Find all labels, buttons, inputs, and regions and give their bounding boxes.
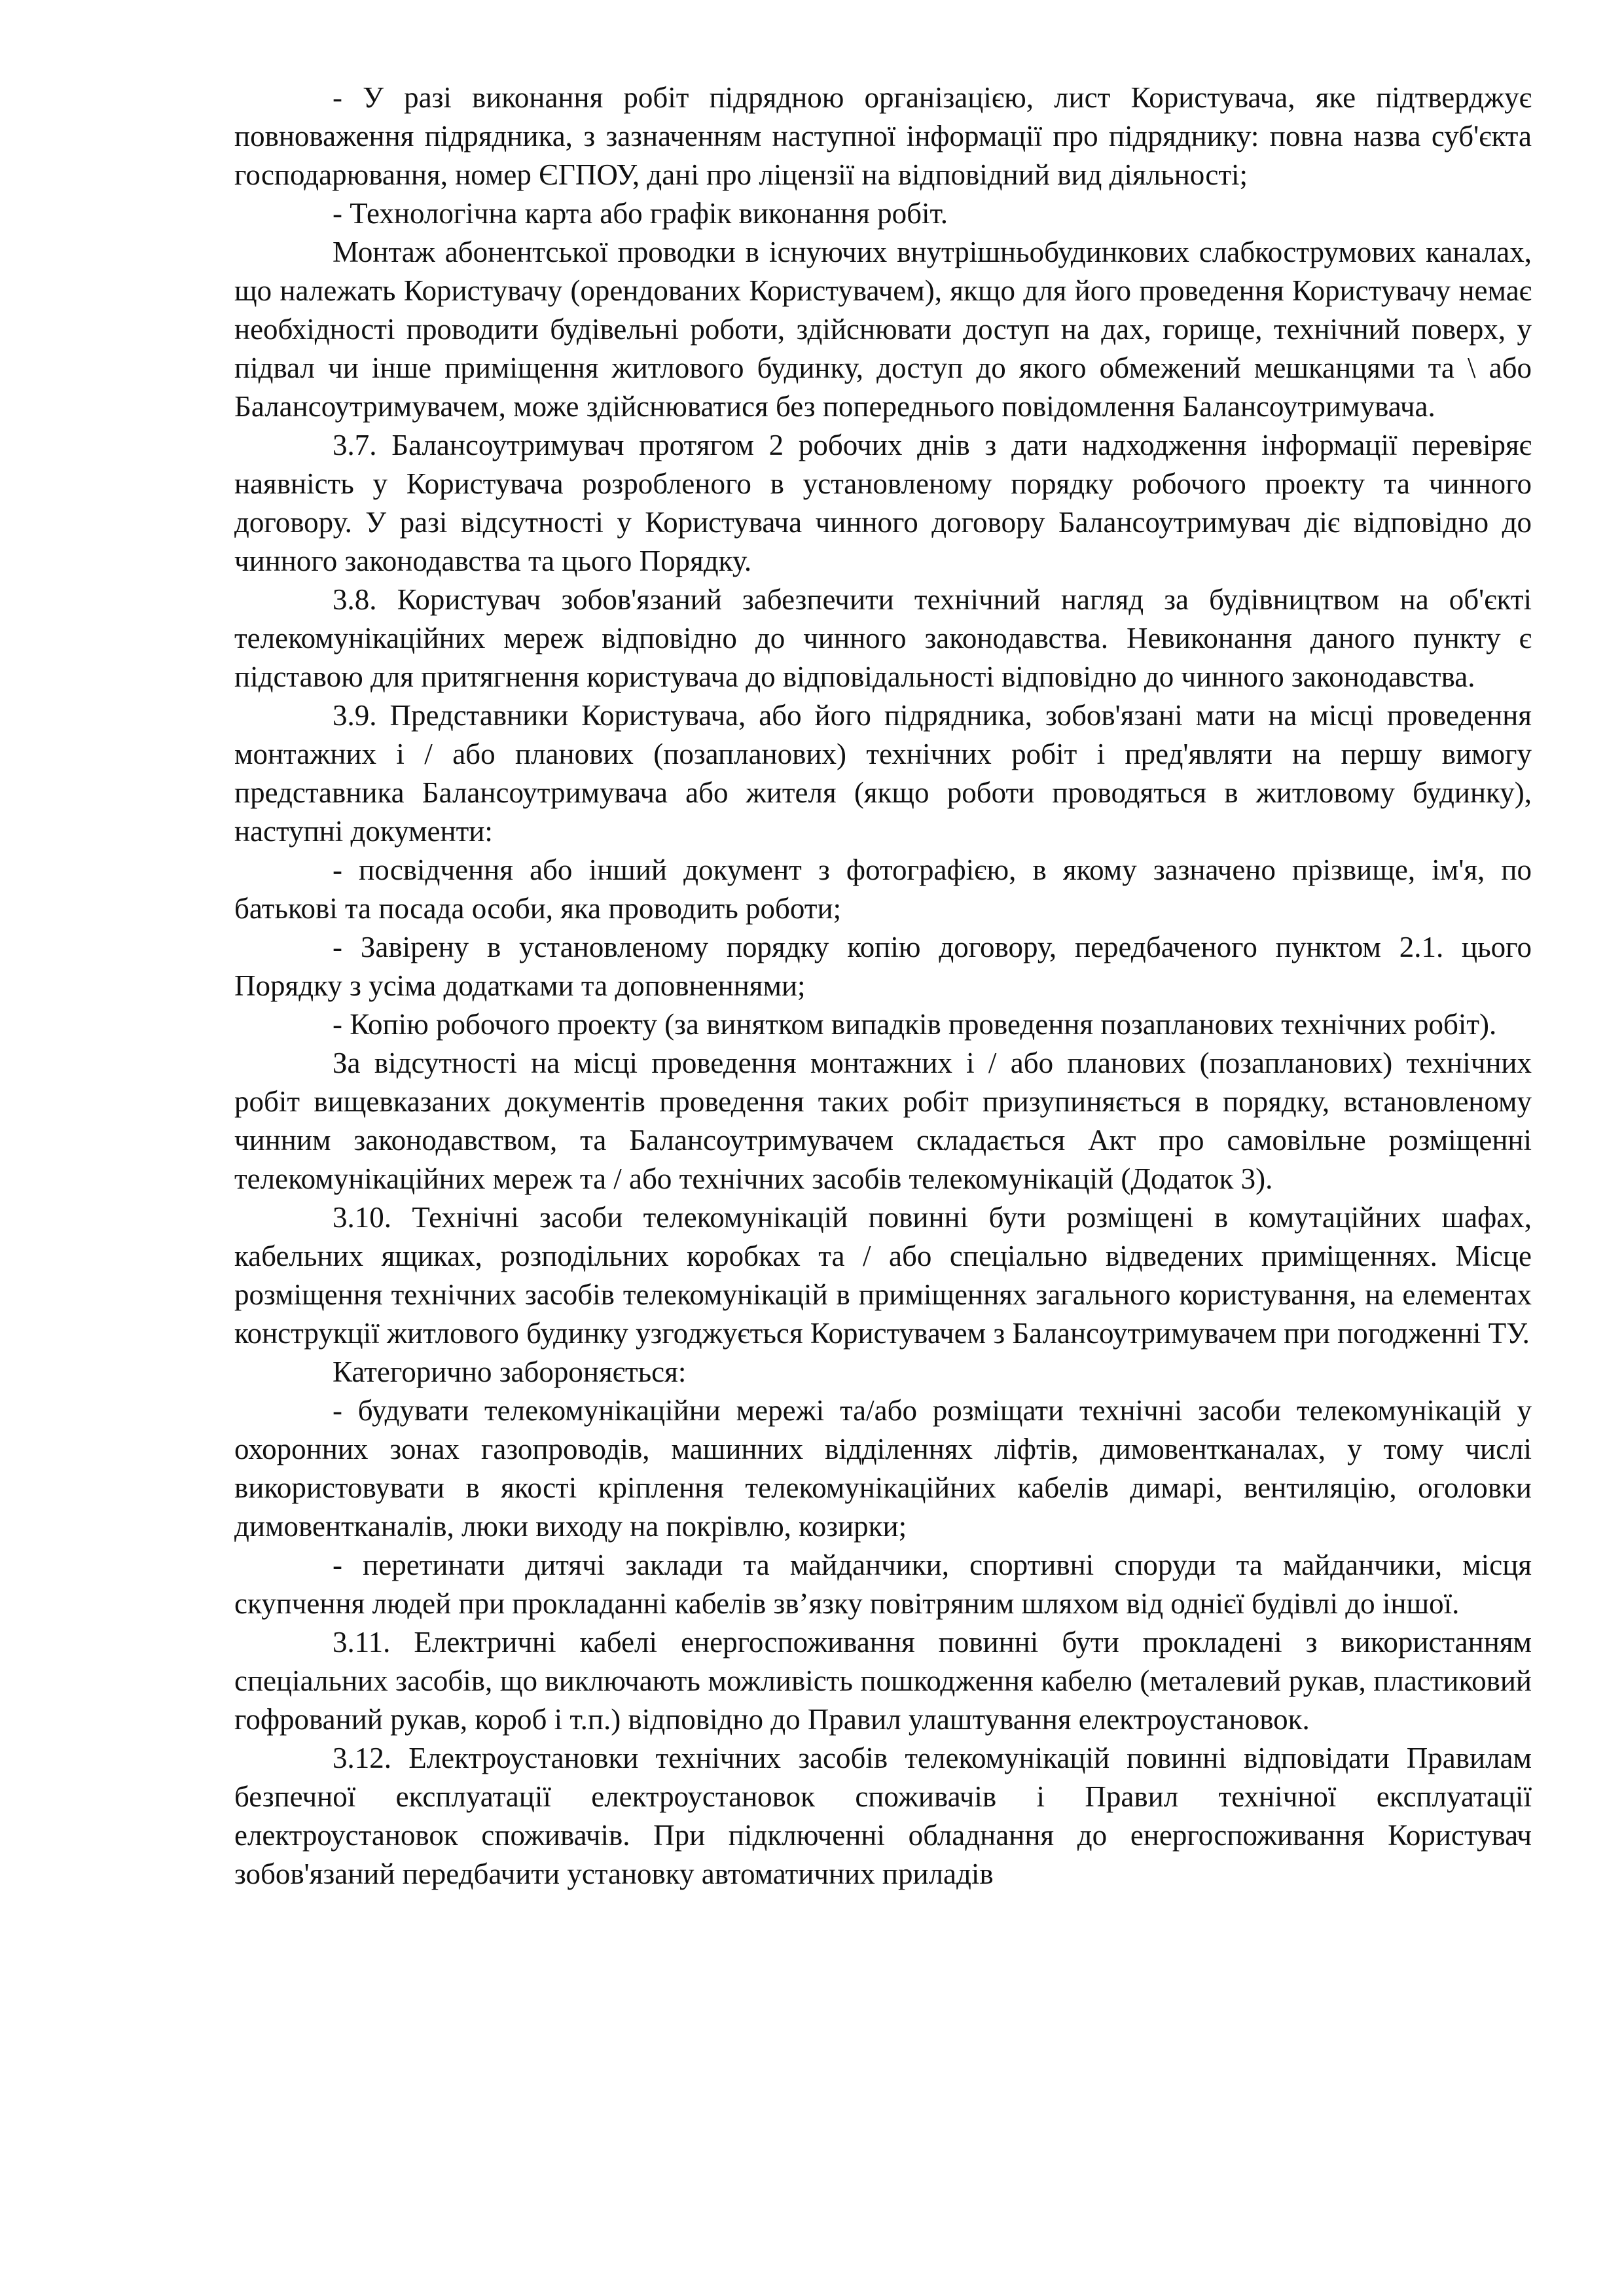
paragraph-3-7: 3.7. Балансоутримувач протягом 2 робочих днів з дати надходження інформації перевіряє наявність у Користувача розробленого в установленому порядку робочого проекту та чинного договору. У разі відсутності у Користувача чинного договору Балансоутримувач діє відповідно до чинного законодавства та цього Порядку. [234,429,1532,577]
paragraph-3-8: 3.8. Користувач зобов'язаний забезпечити технічний нагляд за будівництвом на об'єкті телекомунікаційних мереж відповідно до чинного законодавства. Невиконання даного пункту є підставою для притягнення користувача до відповідальності відповідно до чинного законодавства. [234,583,1532,693]
paragraph-prohibited-crossing: - перетинати дитячі заклади та майданчики, спортивні споруди та майданчики, місця скупчення людей при прокладанні кабелів зв’язку повітряним шляхом від однієї будівлі до іншої. [234,1549,1532,1620]
paragraph-tech-map: - Технологічна карта або графік виконання робіт. [333,197,948,230]
paragraph-absence-of-documents: За відсутності на місці проведення монтажних і / або планових (позапланових) технічних робіт вищевказаних документів проведення таких робіт призупиняється в порядку, встановленому чинним законодавством, та Балансоутримувачем складається Акт про самовільне розміщенні телекомунікаційних мереж та / або технічних засобів телекомунікацій (Додаток 3). [234,1047,1532,1195]
paragraph-prohibited-zones: - будувати телекомунікаційни мережі та/або розміщати технічні засоби телекомунікацій у охоронних зонах газопроводів, машинних відділеннях ліфтів, димовентканалах, у тому числі використовувати в якості кріплення телекомунікаційних кабелів димарі, вентиляцію, оголовки димовентканалів, люки виходу на покрівлю, козирки; [234,1394,1532,1543]
paragraph-3-11: 3.11. Електричні кабелі енергоспоживання повинні бути прокладені з використанням спеціальних засобів, що виключають можливість пошкодження кабелю (металевий рукав, пластиковий гофрований рукав, короб і т.п.) відповідно до Правил улаштування електроустановок. [234,1626,1532,1736]
paragraph-project-copy: - Копію робочого проекту (за винятком випадків проведення позапланових технічних робіт). [333,1008,1497,1041]
paragraph-subscriber-wiring: Монтаж абонентської проводки в існуючих внутрішньобудинкових слабкострумових каналах, що належать Користувачу (орендованих Користувачем), якщо для його проведення Користувачу немає необхідності проводити будівельні роботи, здійснювати доступ на дах, горище, технічний поверх, у підвал чи інше приміщення житлового будинку, доступ до якого обмежений мешканцями та \ або Балансоутримувачем, може здійснюватися без попереднього повідомлення Балансоутримувача. [234,236,1532,423]
paragraph-id-document: - посвідчення або інший документ з фотографією, в якому зазначено прізвище, ім'я, по батькові та посада особи, яка проводить роботи; [234,853,1532,925]
document-page [234,79,1532,1893]
paragraph-3-9: 3.9. Представники Користувача, або його підрядника, зобов'язані мати на місці проведення монтажних і / або планових (позапланових) технічних робіт і пред'являти на першу вимогу представника Балансоутримувача або жителя (якщо роботи проводяться в житловому будинку), наступні документи: [234,699,1532,848]
paragraph-prohibited-heading: Категорично забороняється: [333,1355,687,1388]
paragraph-3-10: 3.10. Технічні засоби телекомунікацій повинні бути розміщені в комутаційних шафах, кабельних ящиках, розподільних коробках та / або спеціально відведених приміщеннях. Місце розміщення технічних засобів телекомунікацій в приміщеннях загального користування, на елементах конструкції житлового будинку узгоджується Користувачем з Балансоутримувачем при погодженні ТУ. [234,1201,1532,1350]
paragraph-contract-copy: - Завірену в установленому порядку копію договору, передбаченого пунктом 2.1. цього Порядку з усіма додатками та доповненнями; [234,931,1532,1002]
paragraph-contractor-letter: - У разі виконання робіт підрядною організацією, лист Користувача, яке підтверджує повноваження підрядника, з зазначенням наступної інформації про підряднику: повна назва суб'єкта господарювання, номер ЄГПОУ, дані про ліцензії на відповідний вид діяльності; [234,81,1532,191]
paragraph-3-12: 3.12. Електроустановки технічних засобів телекомунікацій повинні відповідати Правилам безпечної експлуатації електроустановок споживачів і Правил технічної експлуатації електроустановок споживачів. При підключенні обладнання до енергоспоживання Користувач зобов'язаний передбачити установку автоматичних приладів [234,1742,1532,1890]
